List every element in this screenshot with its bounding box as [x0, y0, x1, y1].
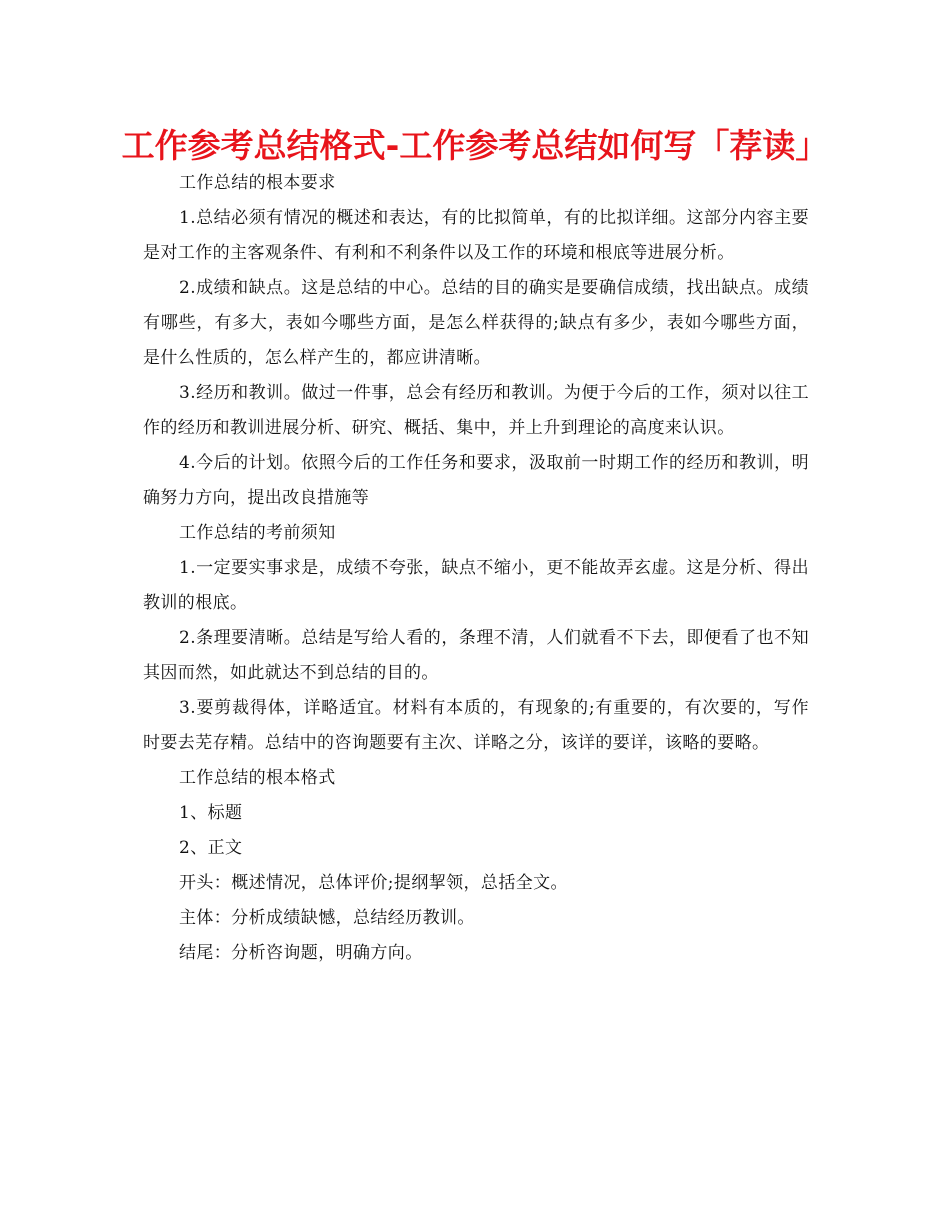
- format-item-body: 2、正文: [179, 838, 243, 858]
- document-title: 工作参考总结格式-工作参考总结如何写「荐读」: [121, 126, 829, 165]
- format-ending: 结尾：分析咨询题，明确方向。: [179, 943, 423, 963]
- paragraph-requirement-4: 4.今后的计划。依照今后的工作任务和要求，汲取前一时期工作的经历和教训，明确努力方向，提出改良措施等: [143, 453, 809, 508]
- paragraph-precaution-1: 1.一定要实事求是，成绩不夸张，缺点不缩小，更不能故弄玄虚。这是分析、得出教训的根底。: [143, 558, 809, 613]
- document-body: [143, 166, 809, 971]
- heading-precautions: 工作总结的考前须知: [179, 523, 336, 543]
- heading-basic-requirements: 工作总结的根本要求: [179, 173, 336, 193]
- paragraph-precaution-3: 3.要剪裁得体，详略适宜。材料有本质的，有现象的;有重要的，有次要的，写作时要去芜存精。总结中的咨询题要有主次、详略之分，该详的要详，该略的要略。: [143, 698, 809, 753]
- paragraph-precaution-2: 2.条理要清晰。总结是写给人看的，条理不清，人们就看不下去，即便看了也不知其因而然，如此就达不到总结的目的。: [143, 628, 809, 683]
- format-opening: 开头：概述情况，总体评价;提纲挈领，总括全文。: [179, 873, 568, 893]
- format-item-title: 1、标题: [179, 803, 243, 823]
- paragraph-requirement-3: 3.经历和教训。做过一件事，总会有经历和教训。为便于今后的工作，须对以往工作的经历和教训进展分析、研究、概括、集中，并上升到理论的高度来认识。: [143, 383, 809, 438]
- heading-basic-format: 工作总结的根本格式: [179, 768, 336, 788]
- paragraph-requirement-2: 2.成绩和缺点。这是总结的中心。总结的目的确实是要确信成绩，找出缺点。成绩有哪些，有多大，表如今哪些方面，是怎么样获得的;缺点有多少，表如今哪些方面，是什么性质的，怎么样产生的，都应讲清晰。: [143, 278, 809, 368]
- paragraph-requirement-1: 1.总结必须有情况的概述和表达，有的比拟简单，有的比拟详细。这部分内容主要是对工作的主客观条件、有利和不利条件以及工作的环境和根底等进展分析。: [143, 208, 809, 263]
- format-main: 主体：分析成绩缺憾，总结经历教训。: [179, 908, 475, 928]
